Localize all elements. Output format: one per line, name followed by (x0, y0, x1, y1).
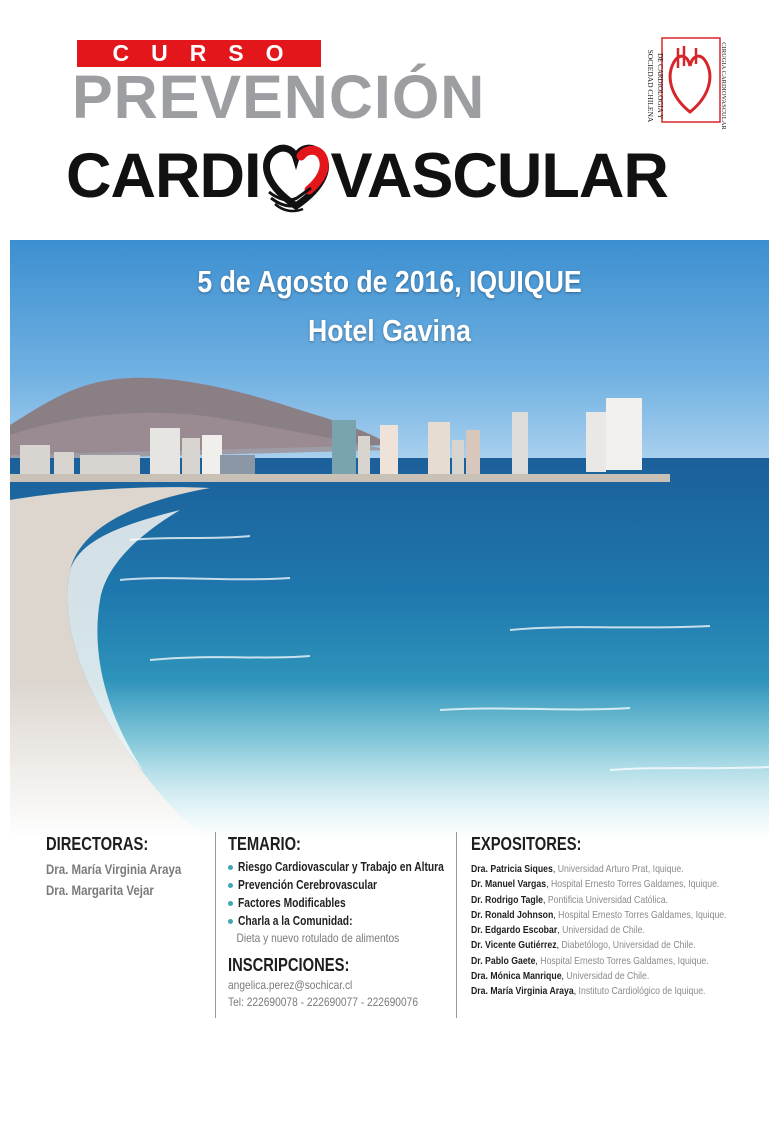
bullet-icon (228, 901, 233, 906)
list-item: Dr. Pablo Gaete, Hospital Ernesto Torres Galdames, Iquique. (471, 954, 709, 967)
list-item: Dr. Ronald Johnson, Hospital Ernesto Torres Galdames, Iquique. (471, 908, 727, 921)
title-prevencion: PREVENCIÓN (72, 63, 486, 131)
title-vascular: VASCULAR (330, 141, 668, 211)
speaker-institution: Hospital Ernesto Torres Galdames, Iquique. (540, 954, 709, 967)
speaker-name: Dr. Edgardo Escobar (471, 924, 558, 937)
list-item: Riesgo Cardiovascular y Trabajo en Altura (228, 858, 455, 876)
svg-text:CIRUGIA CARDIOVASCULAR: CIRUGIA CARDIOVASCULAR (720, 42, 727, 130)
list-item: Dra. Mónica Manrique, Universidad de Chile. (471, 970, 650, 983)
directoras-list (46, 859, 216, 901)
speaker-name: Dra. Mónica Manrique (471, 970, 562, 983)
inscripciones-email[interactable]: angelica.perez@sochicar.cl (228, 978, 353, 992)
directoras-heading: DIRECTORAS: (46, 834, 149, 854)
course-label: CURSO (77, 40, 321, 67)
speaker-institution: Hospital Ernesto Torres Galdames, Iquique. (550, 878, 720, 891)
title-cardiovascular (66, 136, 726, 216)
list-item: Dra. Patricia Siques, Universidad Arturo Prat, Iquique. (471, 863, 684, 875)
speaker-institution: Universidad de Chile. (566, 970, 650, 983)
speaker-institution: Universidad de Chile. (562, 924, 645, 937)
title-cardi: CARDI (66, 141, 261, 211)
directoras-section (46, 832, 216, 901)
speaker-name: Dr. Pablo Gaete (471, 954, 536, 967)
directora-name: Dra. Margarita Vejar (46, 883, 154, 898)
heart-outline-logo-icon (634, 36, 727, 136)
list-item: Prevención Cerebrovascular (228, 876, 455, 894)
speaker-name: Dr. Rodrigo Tagle (471, 893, 543, 906)
speaker-name: Dra. Patricia Siques (471, 863, 553, 875)
inscripciones-phones: Tel: 222690078 - 222690077 - 222690076 (228, 995, 419, 1009)
inscripciones-heading: INSCRIPCIONES: (228, 955, 350, 975)
svg-text:DE CARDIOLOGIA Y: DE CARDIOLOGIA Y (656, 53, 664, 119)
heart-hands-icon (261, 136, 331, 216)
expositores-heading: EXPOSITORES: (471, 834, 582, 854)
svg-text:SOCIEDAD CHILENA: SOCIEDAD CHILENA (646, 49, 655, 123)
speaker-institution: Pontificia Universidad Católica. (547, 893, 668, 906)
directora-name: Dra. María Virginia Araya (46, 862, 182, 877)
temario-list (228, 858, 455, 930)
speaker-institution: Hospital Ernesto Torres Galdames, Iquique. (558, 908, 727, 921)
bullet-icon (228, 883, 233, 888)
list-item: Charla a la Comunidad: (228, 912, 455, 930)
society-logo (634, 36, 727, 136)
event-venue: Hotel Gavina (308, 313, 471, 348)
speaker-name: Dr. Ronald Johnson (471, 908, 554, 921)
list-item: Dr. Manuel Vargas, Hospital Ernesto Torres Galdames, Iquique. (471, 878, 720, 891)
speaker-institution: Instituto Cardiológico de Iquique. (578, 985, 706, 998)
temario-section (215, 832, 455, 1018)
speaker-institution: Universidad Arturo Prat, Iquique. (557, 863, 684, 875)
bullet-icon (228, 919, 233, 924)
expositores-section (456, 832, 746, 1018)
speaker-name: Dr. Vicente Gutiérrez (471, 939, 557, 952)
list-item: Dr. Vicente Gutiérrez, Diabetólogo, Universidad de Chile. (471, 939, 696, 952)
bullet-icon (228, 865, 233, 870)
event-date: 5 de Agosto de 2016, IQUIQUE (197, 264, 582, 299)
speaker-name: Dra. María Virginia Araya (471, 985, 574, 998)
coastline-photo (10, 240, 769, 840)
expositores-list (471, 862, 746, 1000)
temario-sub-item: Dieta y nuevo rotulado de alimentos (236, 931, 400, 945)
temario-heading: TEMARIO: (228, 834, 301, 854)
list-item: Dra. María Virginia Araya, Instituto Cardiológico de Iquique. (471, 985, 706, 998)
speaker-institution: Diabetólogo, Universidad de Chile. (561, 939, 696, 952)
list-item: Dr. Rodrigo Tagle, Pontificia Universidad Católica. (471, 893, 668, 906)
list-item: Dr. Edgardo Escobar, Universidad de Chile. (471, 924, 645, 937)
list-item: Factores Modificables (228, 894, 455, 912)
speaker-name: Dr. Manuel Vargas (471, 878, 547, 891)
